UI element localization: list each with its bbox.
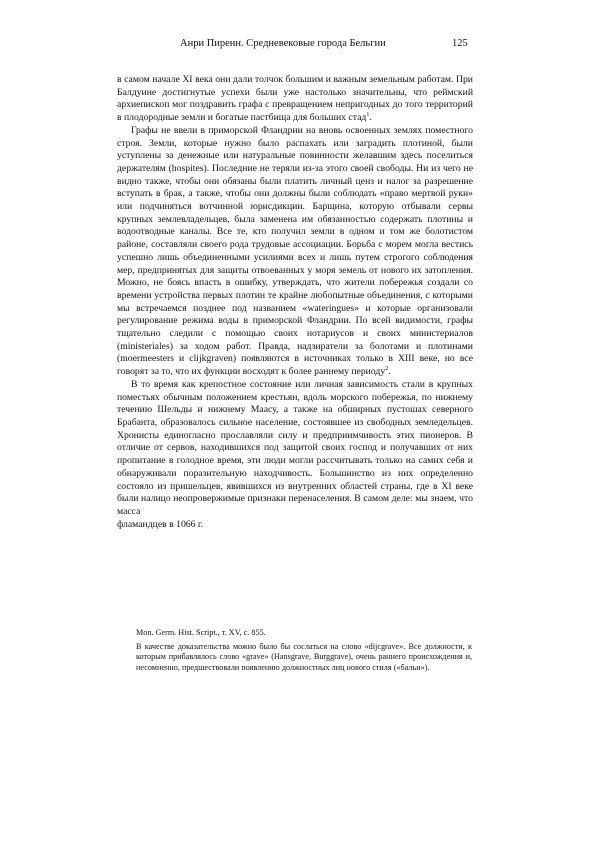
running-header xyxy=(0,37,600,51)
paragraph-3 xyxy=(117,379,473,519)
paragraph-2-text: Графы не ввели в приморской Фландрии на вновь освоенных землях поместного строя. Земли, которые нужно было распахать или заградить плотиной, были уступлены за денежные или натуральные повинности желавшим здесь поселиться держателям (hospites). Последние не теряли из-за этого своей свободы. Ни из чего не видно также, чтобы они обязаны были платить личный ценз и налог за разрешение вступать в брак, а также, чтобы они должны были соблюдать «право мертвой руки» или подчиняться вотчинной юрисдикции. Барщина, которую отбывали сервы крупных землевладельцев, была заменена им обязанностью содержать плотины и водоотводные каналы. Все те, кто получил земли в одном и том же болотистом районе, составляли своего рода трудовые ассоциации. Борьба с морем могла вестись успешно лишь объединенными усилиями всех и лишь путем строгого соблюдения мер, предпринятых для защиты отвоеванных у моря земель от нового их затопления. Можно, не боясь впасть в ошибку, утверждать, что жители побережья создали со времени устройства первых плотин те крайне любопытные объединения, с которыми мы встречаемся позднее под названием «wateringues» и которые организовали регулирование режима воды в приморской Фландрии. По всей видимости, графы тщательно следили с помощью своих нотариусов и своих министериалов (ministeriales) за ходом работ. Правда, надзиратели за болотами и плотинами (moermeesters и clijkgraven) появляются в источниках только в XIII веке, но все говорят за то, что их функции восходят к более раннему периоду xyxy=(117,124,473,378)
paragraph-3-text: В то время как крепостное состояние или личная зависимость стали в крупных поместьях обычным положением крестьян, вдоль морского побережья, по нижнему течению Шельды и нижнему Маасу, а также на обширных пустошах северного Брабанта, образовалось сильное население, состоявшее из свободных земледельцев. Хронисты единогласно прославляли силу и предприимчивость этих пионеров. В отличие от сервов, находившихся под защитой своих господ и получавших от них пропитание в голодное время, эти люди могли рассчитывать только на самих себя и обнаруживали поразительную находчивость. Большинство из них определенно состояло из пришельцев, явившихся из внутренних областей страны, где в XI веке были налицо неопровержимые признаки перенаселения. В самом деле: мы знаем, что масса xyxy=(117,378,473,517)
footnote-ref-2: 2 xyxy=(385,365,389,372)
paragraph-1-text: в самом начале XI века они дали толчок большим и важным земельным работам. При Балдуине достигнутые успехи были уже настолько значительны, что реймский архиепископ мог поздравить графа с превращением непригодных до того территорий в плодородные земли и богатые пастбища для больших стад xyxy=(117,74,473,124)
running-title: Анри Пиренн. Средневековые города Бельгии xyxy=(180,38,386,49)
main-text xyxy=(117,74,473,531)
footnote-2: В качестве доказательства можно было бы сослаться на слово «dijcgrave». Все должности, к которым прибавлялось слово «grave» (Hansgrave, Burggrave), очень раннего происхождения и, несомненно, предшествовали появлению должностных лиц нового стиля («бальи»). xyxy=(136,641,472,672)
footnote-ref-1: 1 xyxy=(366,111,370,118)
footnote-1: Mon. Germ. Hist. Script., т. XV, с. 855. xyxy=(136,628,266,637)
paragraph-1: в самом начале XI века они дали толчок большим и важным земельным работам. При Балдуине достигнутые успехи были уже настолько значительны, что реймский архиепископ мог поздравить графа с превращением непригодных до того территорий в плодородные земли и богатые пастбища для больших стад$^1$. xyxy=(117,74,473,124)
paragraph-2: Графы не ввели в приморской Фландрии на вновь освоенных землях поместного строя. Земли, которые нужно было распахать или заградить плотиной, были уступлены за денежные или натуральные повинности желавшим здесь поселиться держателям (hospites). Последние не теряли из-за этого своей свободы. Ни из чего не видно также, чтобы они обязаны были платить личный ценз и налог за разрешение вступать в брак, а также, чтобы они должны были соблюдать «право мертвой руки» или подчиняться вотчинной юрисдикции. Барщина, которую отбывали сервы крупных землевладельцев, была заменена им обязанностью содержать плотины и водоотводные каналы. Все те, кто получил земли в одном и том же болотистом районе, составляли своего рода трудовые ассоциации. Борьба с морем могла вестись успешно лишь объединенными усилиями всех и лишь путем строгого соблюдения мер, предпринятых для защиты отвоеванных у моря земель от нового их затопления. Можно, не боясь впасть в ошибку, утверждать, что жители побережья создали со времени устройства первых плотин те крайне любопытные объединения, с которыми мы встречаемся позднее под названием «wateringues» и которые организовали регулирование режима воды в приморской Фландрии. По всей видимости, графы тщательно следили с помощью своих нотариусов и своих министериалов (ministeriales) за ходом работ. Правда, надзиратели за болотами и плотинами (moermeesters и clijkgraven) появляются в источниках только в XIII веке, но все говорят за то, что их функции восходят к более раннему периоду$^2$. xyxy=(117,124,473,378)
paragraph-3-tail: фламандцев в 1066 г. xyxy=(117,518,204,530)
footnotes xyxy=(136,628,472,676)
page-number: 125 xyxy=(452,38,468,49)
